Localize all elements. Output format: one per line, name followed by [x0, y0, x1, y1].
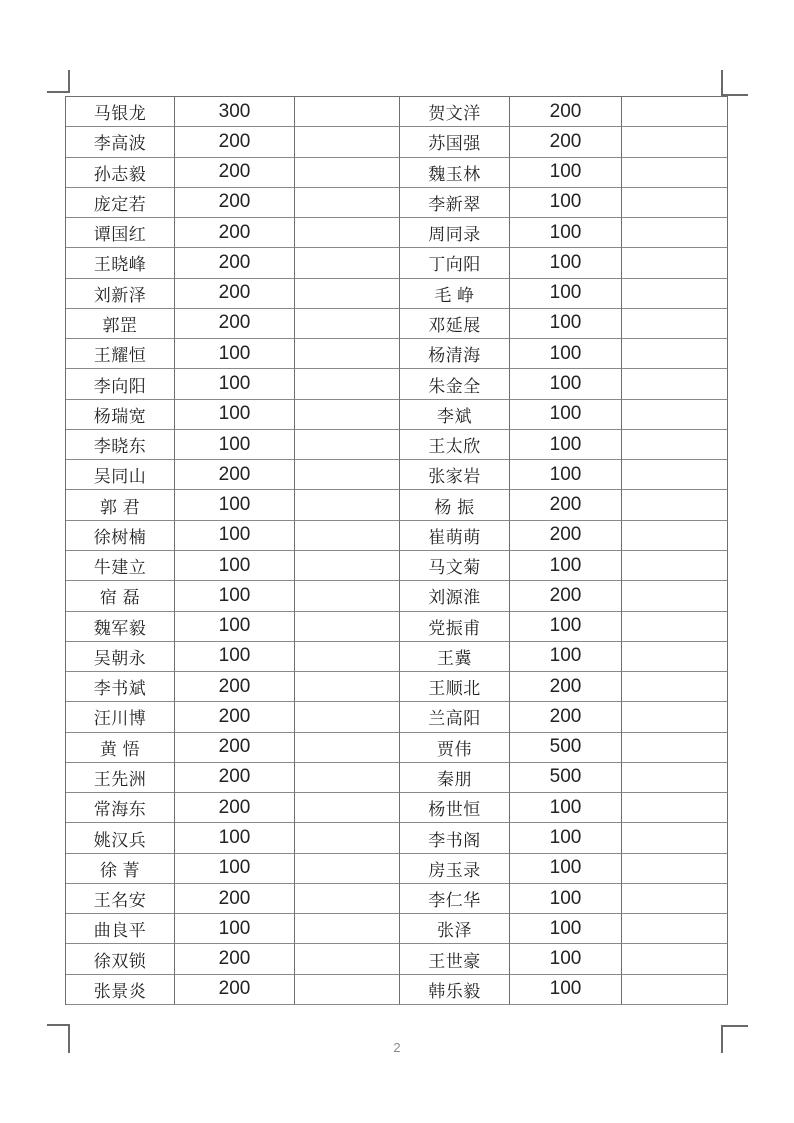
name-cell-right: 秦朋 — [400, 763, 510, 793]
empty-cell-right — [622, 309, 728, 339]
amount-cell-right: 100 — [510, 975, 622, 1005]
name-cell-right: 张泽 — [400, 914, 510, 944]
empty-cell-right — [622, 612, 728, 642]
empty-cell-right — [622, 823, 728, 853]
empty-cell-right — [622, 279, 728, 309]
empty-cell-right — [622, 158, 728, 188]
name-cell-left: 李晓东 — [66, 430, 175, 460]
name-cell-right: 崔萌萌 — [400, 521, 510, 551]
name-cell-right: 丁向阳 — [400, 248, 510, 278]
amount-cell-left: 100 — [175, 430, 295, 460]
amount-cell-right: 100 — [510, 369, 622, 399]
amount-cell-right: 100 — [510, 158, 622, 188]
corner-mark-top-left — [47, 70, 70, 93]
name-cell-left: 孙志毅 — [66, 158, 175, 188]
empty-cell-right — [622, 490, 728, 520]
name-cell-left: 李书斌 — [66, 672, 175, 702]
name-cell-right: 周同录 — [400, 218, 510, 248]
name-cell-right: 贾伟 — [400, 733, 510, 763]
name-cell-right: 刘源淮 — [400, 581, 510, 611]
amount-cell-right: 200 — [510, 581, 622, 611]
amount-cell-right: 100 — [510, 400, 622, 430]
name-cell-left: 徐双锁 — [66, 944, 175, 974]
amount-cell-left: 200 — [175, 793, 295, 823]
amount-cell-right: 100 — [510, 248, 622, 278]
empty-cell-right — [622, 339, 728, 369]
corner-mark-top-right — [721, 70, 748, 96]
name-cell-left: 汪川博 — [66, 702, 175, 732]
amount-cell-left: 100 — [175, 642, 295, 672]
amount-cell-right: 200 — [510, 702, 622, 732]
amount-cell-left: 100 — [175, 521, 295, 551]
empty-cell-right — [622, 218, 728, 248]
empty-cell-right — [622, 793, 728, 823]
name-cell-left: 李高波 — [66, 127, 175, 157]
amount-cell-right: 200 — [510, 490, 622, 520]
amount-cell-left: 100 — [175, 339, 295, 369]
empty-cell-left — [295, 975, 400, 1005]
empty-cell-left — [295, 672, 400, 702]
amount-cell-left: 100 — [175, 400, 295, 430]
name-cell-right: 李新翠 — [400, 188, 510, 218]
name-cell-right: 王太欣 — [400, 430, 510, 460]
amount-cell-right: 100 — [510, 914, 622, 944]
amount-cell-left: 200 — [175, 218, 295, 248]
name-cell-right: 朱金全 — [400, 369, 510, 399]
amount-cell-left: 100 — [175, 612, 295, 642]
name-cell-left: 姚汉兵 — [66, 823, 175, 853]
amount-cell-left: 200 — [175, 127, 295, 157]
amount-cell-left: 200 — [175, 248, 295, 278]
name-cell-right: 李仁华 — [400, 884, 510, 914]
donation-roster-table — [65, 96, 728, 1005]
empty-cell-left — [295, 763, 400, 793]
name-cell-left: 杨瑞宽 — [66, 400, 175, 430]
empty-cell-left — [295, 248, 400, 278]
empty-cell-left — [295, 279, 400, 309]
amount-cell-right: 100 — [510, 551, 622, 581]
name-cell-left: 宿 磊 — [66, 581, 175, 611]
amount-cell-left: 100 — [175, 823, 295, 853]
name-cell-right: 魏玉林 — [400, 158, 510, 188]
empty-cell-left — [295, 430, 400, 460]
name-cell-left: 李向阳 — [66, 369, 175, 399]
amount-cell-left: 200 — [175, 884, 295, 914]
amount-cell-left: 100 — [175, 581, 295, 611]
name-cell-right: 党振甫 — [400, 612, 510, 642]
empty-cell-right — [622, 97, 728, 127]
name-cell-left: 王晓峰 — [66, 248, 175, 278]
empty-cell-left — [295, 702, 400, 732]
empty-cell-right — [622, 914, 728, 944]
amount-cell-right: 100 — [510, 854, 622, 884]
empty-cell-left — [295, 158, 400, 188]
name-cell-right: 邓延展 — [400, 309, 510, 339]
empty-cell-left — [295, 309, 400, 339]
name-cell-left: 王耀恒 — [66, 339, 175, 369]
amount-cell-right: 100 — [510, 823, 622, 853]
name-cell-left: 常海东 — [66, 793, 175, 823]
amount-cell-left: 200 — [175, 975, 295, 1005]
amount-cell-right: 100 — [510, 430, 622, 460]
empty-cell-left — [295, 854, 400, 884]
name-cell-left: 吴同山 — [66, 460, 175, 490]
empty-cell-left — [295, 339, 400, 369]
amount-cell-left: 200 — [175, 944, 295, 974]
name-cell-left: 吴朝永 — [66, 642, 175, 672]
empty-cell-right — [622, 944, 728, 974]
name-cell-right: 李书阁 — [400, 823, 510, 853]
amount-cell-right: 200 — [510, 97, 622, 127]
name-cell-left: 王先洲 — [66, 763, 175, 793]
amount-cell-left: 200 — [175, 279, 295, 309]
empty-cell-right — [622, 975, 728, 1005]
name-cell-left: 曲良平 — [66, 914, 175, 944]
empty-cell-left — [295, 188, 400, 218]
amount-cell-left: 200 — [175, 188, 295, 218]
empty-cell-right — [622, 672, 728, 702]
name-cell-right: 兰高阳 — [400, 702, 510, 732]
name-cell-left: 王名安 — [66, 884, 175, 914]
amount-cell-left: 200 — [175, 733, 295, 763]
amount-cell-left: 200 — [175, 702, 295, 732]
amount-cell-right: 100 — [510, 944, 622, 974]
empty-cell-left — [295, 914, 400, 944]
empty-cell-right — [622, 763, 728, 793]
amount-cell-right: 100 — [510, 884, 622, 914]
empty-cell-right — [622, 733, 728, 763]
name-cell-right: 韩乐毅 — [400, 975, 510, 1005]
name-cell-right: 房玉录 — [400, 854, 510, 884]
amount-cell-right: 200 — [510, 127, 622, 157]
empty-cell-right — [622, 400, 728, 430]
amount-cell-left: 200 — [175, 309, 295, 339]
empty-cell-left — [295, 642, 400, 672]
empty-cell-right — [622, 884, 728, 914]
empty-cell-left — [295, 127, 400, 157]
name-cell-left: 徐 菁 — [66, 854, 175, 884]
empty-cell-right — [622, 521, 728, 551]
empty-cell-right — [622, 702, 728, 732]
empty-cell-right — [622, 642, 728, 672]
name-cell-left: 刘新泽 — [66, 279, 175, 309]
empty-cell-right — [622, 248, 728, 278]
name-cell-right: 杨 振 — [400, 490, 510, 520]
name-cell-left: 魏军毅 — [66, 612, 175, 642]
amount-cell-left: 100 — [175, 551, 295, 581]
empty-cell-left — [295, 400, 400, 430]
page-number: 2 — [393, 1040, 401, 1055]
name-cell-right: 苏国强 — [400, 127, 510, 157]
empty-cell-left — [295, 218, 400, 248]
empty-cell-left — [295, 733, 400, 763]
empty-cell-left — [295, 581, 400, 611]
empty-cell-right — [622, 188, 728, 218]
name-cell-left: 庞定若 — [66, 188, 175, 218]
empty-cell-left — [295, 884, 400, 914]
name-cell-left: 黄 悟 — [66, 733, 175, 763]
name-cell-right: 王顺北 — [400, 672, 510, 702]
amount-cell-right: 200 — [510, 521, 622, 551]
empty-cell-left — [295, 944, 400, 974]
empty-cell-right — [622, 581, 728, 611]
amount-cell-right: 100 — [510, 309, 622, 339]
amount-cell-right: 100 — [510, 188, 622, 218]
empty-cell-left — [295, 97, 400, 127]
name-cell-right: 杨世恒 — [400, 793, 510, 823]
amount-cell-right: 100 — [510, 642, 622, 672]
amount-cell-left: 300 — [175, 97, 295, 127]
empty-cell-left — [295, 460, 400, 490]
name-cell-left: 徐树楠 — [66, 521, 175, 551]
amount-cell-right: 100 — [510, 612, 622, 642]
amount-cell-right: 100 — [510, 460, 622, 490]
name-cell-left: 郭 君 — [66, 490, 175, 520]
amount-cell-left: 100 — [175, 369, 295, 399]
empty-cell-right — [622, 127, 728, 157]
amount-cell-left: 100 — [175, 854, 295, 884]
amount-cell-right: 500 — [510, 763, 622, 793]
amount-cell-right: 100 — [510, 279, 622, 309]
amount-cell-left: 200 — [175, 158, 295, 188]
amount-cell-right: 500 — [510, 733, 622, 763]
empty-cell-right — [622, 854, 728, 884]
empty-cell-left — [295, 521, 400, 551]
amount-cell-left: 100 — [175, 490, 295, 520]
empty-cell-right — [622, 551, 728, 581]
empty-cell-left — [295, 612, 400, 642]
amount-cell-right: 200 — [510, 672, 622, 702]
name-cell-left: 马银龙 — [66, 97, 175, 127]
name-cell-right: 王冀 — [400, 642, 510, 672]
name-cell-left: 张景炎 — [66, 975, 175, 1005]
amount-cell-right: 100 — [510, 793, 622, 823]
empty-cell-right — [622, 460, 728, 490]
name-cell-right: 杨清海 — [400, 339, 510, 369]
name-cell-right: 贺文洋 — [400, 97, 510, 127]
name-cell-left: 牛建立 — [66, 551, 175, 581]
amount-cell-left: 200 — [175, 460, 295, 490]
amount-cell-right: 100 — [510, 218, 622, 248]
empty-cell-left — [295, 823, 400, 853]
amount-cell-right: 100 — [510, 339, 622, 369]
name-cell-right: 李斌 — [400, 400, 510, 430]
empty-cell-left — [295, 551, 400, 581]
empty-cell-left — [295, 490, 400, 520]
name-cell-right: 王世豪 — [400, 944, 510, 974]
name-cell-left: 郭罡 — [66, 309, 175, 339]
amount-cell-left: 200 — [175, 672, 295, 702]
name-cell-right: 张家岩 — [400, 460, 510, 490]
empty-cell-left — [295, 369, 400, 399]
empty-cell-right — [622, 369, 728, 399]
name-cell-left: 谭国红 — [66, 218, 175, 248]
empty-cell-right — [622, 430, 728, 460]
amount-cell-left: 100 — [175, 914, 295, 944]
empty-cell-left — [295, 793, 400, 823]
name-cell-right: 毛 峥 — [400, 279, 510, 309]
amount-cell-left: 200 — [175, 763, 295, 793]
name-cell-right: 马文菊 — [400, 551, 510, 581]
